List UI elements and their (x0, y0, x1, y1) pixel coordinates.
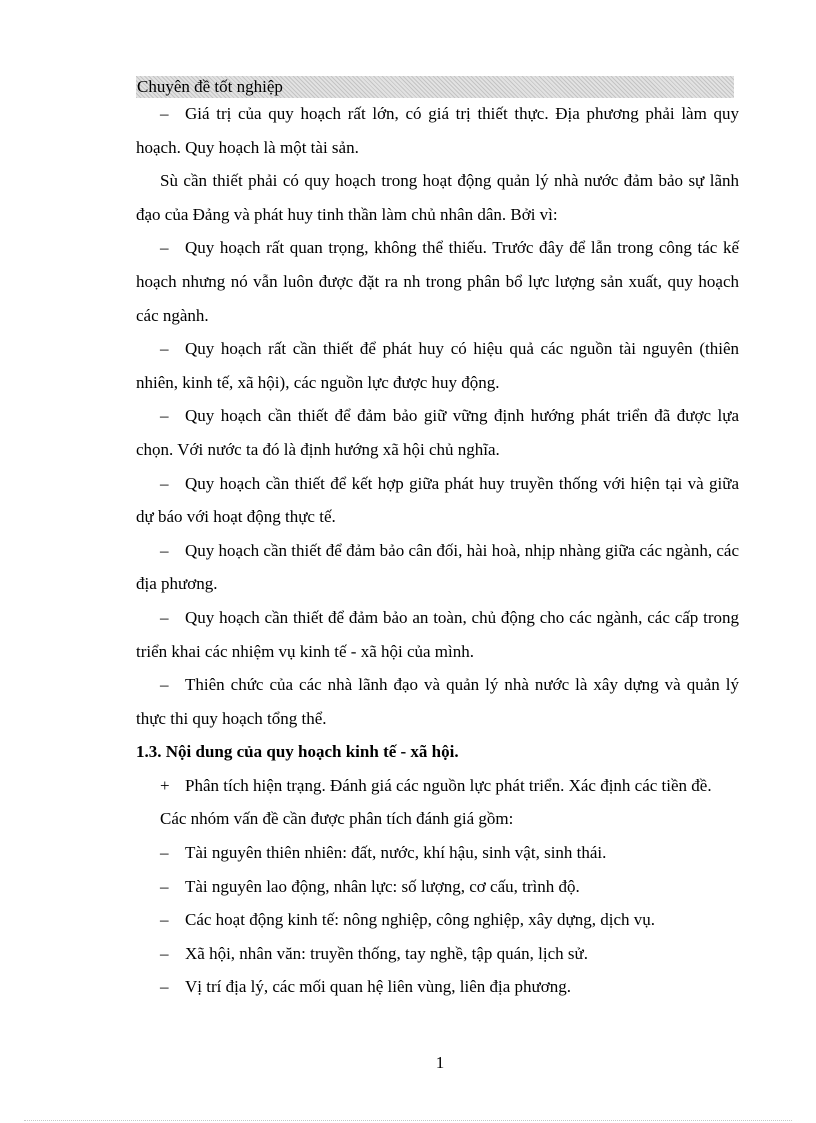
list-dash: – (160, 473, 169, 493)
list-dash: – (160, 104, 169, 123)
list-dash: – (160, 843, 169, 863)
paragraph-text: Tài nguyên thiên nhiên: đất, nước, khí hậu, sinh vật, sinh thái. (185, 843, 607, 863)
list-dash: – (160, 675, 169, 695)
paragraph-text: Quy hoạch rất cần thiết để phát huy có hiệu quả các nguồn tài nguyên (thiên nhiên, kinh tế, xã hội), các nguồn lực được huy động. (136, 339, 739, 392)
paragraph-text: Thiên chức của các nhà lãnh đạo và quản lý nhà nước là xây dựng và quản lý thực thi quy hoạch tổng thể. (136, 675, 739, 728)
paragraph (136, 802, 739, 836)
paragraph (136, 164, 739, 231)
paragraph-text: Phân tích hiện trạng. Đánh giá các nguồn lực phát triển. Xác định các tiền đề. (185, 775, 712, 795)
paragraph (136, 601, 739, 668)
page-number: 1 (435, 1053, 445, 1072)
paragraph (136, 903, 739, 937)
paragraph-text: Sù cần thiết phải có quy hoạch trong hoạt động quản lý nhà nước đảm bảo sự lãnh đạo của Đảng và phát huy tinh thần làm chủ nhân dân. Bởi vì: (136, 171, 739, 224)
paragraph-text: Xã hội, nhân văn: truyền thống, tay nghề, tập quán, lịch sử. (185, 943, 588, 963)
paragraph (136, 970, 739, 1004)
list-dash: – (160, 540, 169, 560)
paragraph-text: Quy hoạch cần thiết để kết hợp giữa phát huy truyền thống với hiện tại và giữa dự báo với hoạt động thực tế. (136, 473, 739, 527)
paragraph (136, 399, 739, 466)
paragraph-text: Quy hoạch rất quan trọng, không thể thiếu. Trước đây để lẫn trong công tác kế hoạch nhưng nó vẫn luôn được đặt ra nh trong phân bổ lực lượng sản xuất, quy hoạch các ngành. (136, 238, 739, 325)
paragraph (136, 836, 739, 870)
paragraph-text: Các hoạt động kinh tế: nông nghiệp, công nghiệp, xây dựng, dịch vụ. (185, 910, 656, 930)
paragraph-text: Tài nguyên lao động, nhân lực: số lượng, cơ cấu, trình độ. (185, 876, 580, 896)
section-heading: 1.3. Nội dung của quy hoạch kinh tế - xã hội. (136, 742, 459, 762)
paragraph (136, 769, 739, 803)
paragraph (136, 534, 739, 601)
list-dash: – (160, 910, 169, 930)
page-bottom-divider (24, 1120, 792, 1121)
paragraph-text: Vị trí địa lý, các mối quan hệ liên vùng, liên địa phương. (185, 977, 571, 997)
list-dash: – (160, 876, 169, 896)
body-text (136, 97, 739, 1004)
list-dash: – (160, 943, 169, 963)
list-dash: – (160, 406, 169, 426)
list-dash: – (160, 977, 169, 997)
paragraph-text: Các nhóm vấn đề cần được phân tích đánh giá gồm: (160, 809, 514, 829)
running-header: Chuyên đề tốt nghiệp (136, 76, 734, 98)
paragraph (136, 332, 739, 399)
paragraph-text: Quy hoạch cần thiết để đảm bảo giữ vững định hướng phát triển đã được lựa chọn. Với nước ta đó là định hướng xã hội chủ nghĩa. (136, 406, 739, 459)
paragraph (136, 97, 739, 164)
paragraph (136, 231, 739, 332)
paragraph (136, 937, 739, 971)
list-dash: – (160, 607, 169, 627)
paragraph (136, 467, 739, 534)
list-dash: – (160, 238, 169, 258)
paragraph-text: Quy hoạch cần thiết để đảm bảo an toàn, chủ động cho các ngành, các cấp trong triển khai các nhiệm vụ kinh tế - xã hội của mình. (136, 607, 739, 661)
paragraph (136, 870, 739, 904)
paragraph-text: Giá trị của quy hoạch rất lớn, có giá trị thiết thực. Địa phương phải làm quy hoạch. Quy hoạch là một tài sản. (136, 104, 739, 157)
list-dash: – (160, 339, 169, 359)
paragraph (136, 668, 739, 735)
list-plus: + (160, 775, 170, 795)
paragraph-text: Quy hoạch cần thiết để đảm bảo cân đối, hài hoà, nhịp nhàng giữa các ngành, các địa phương. (136, 540, 739, 594)
